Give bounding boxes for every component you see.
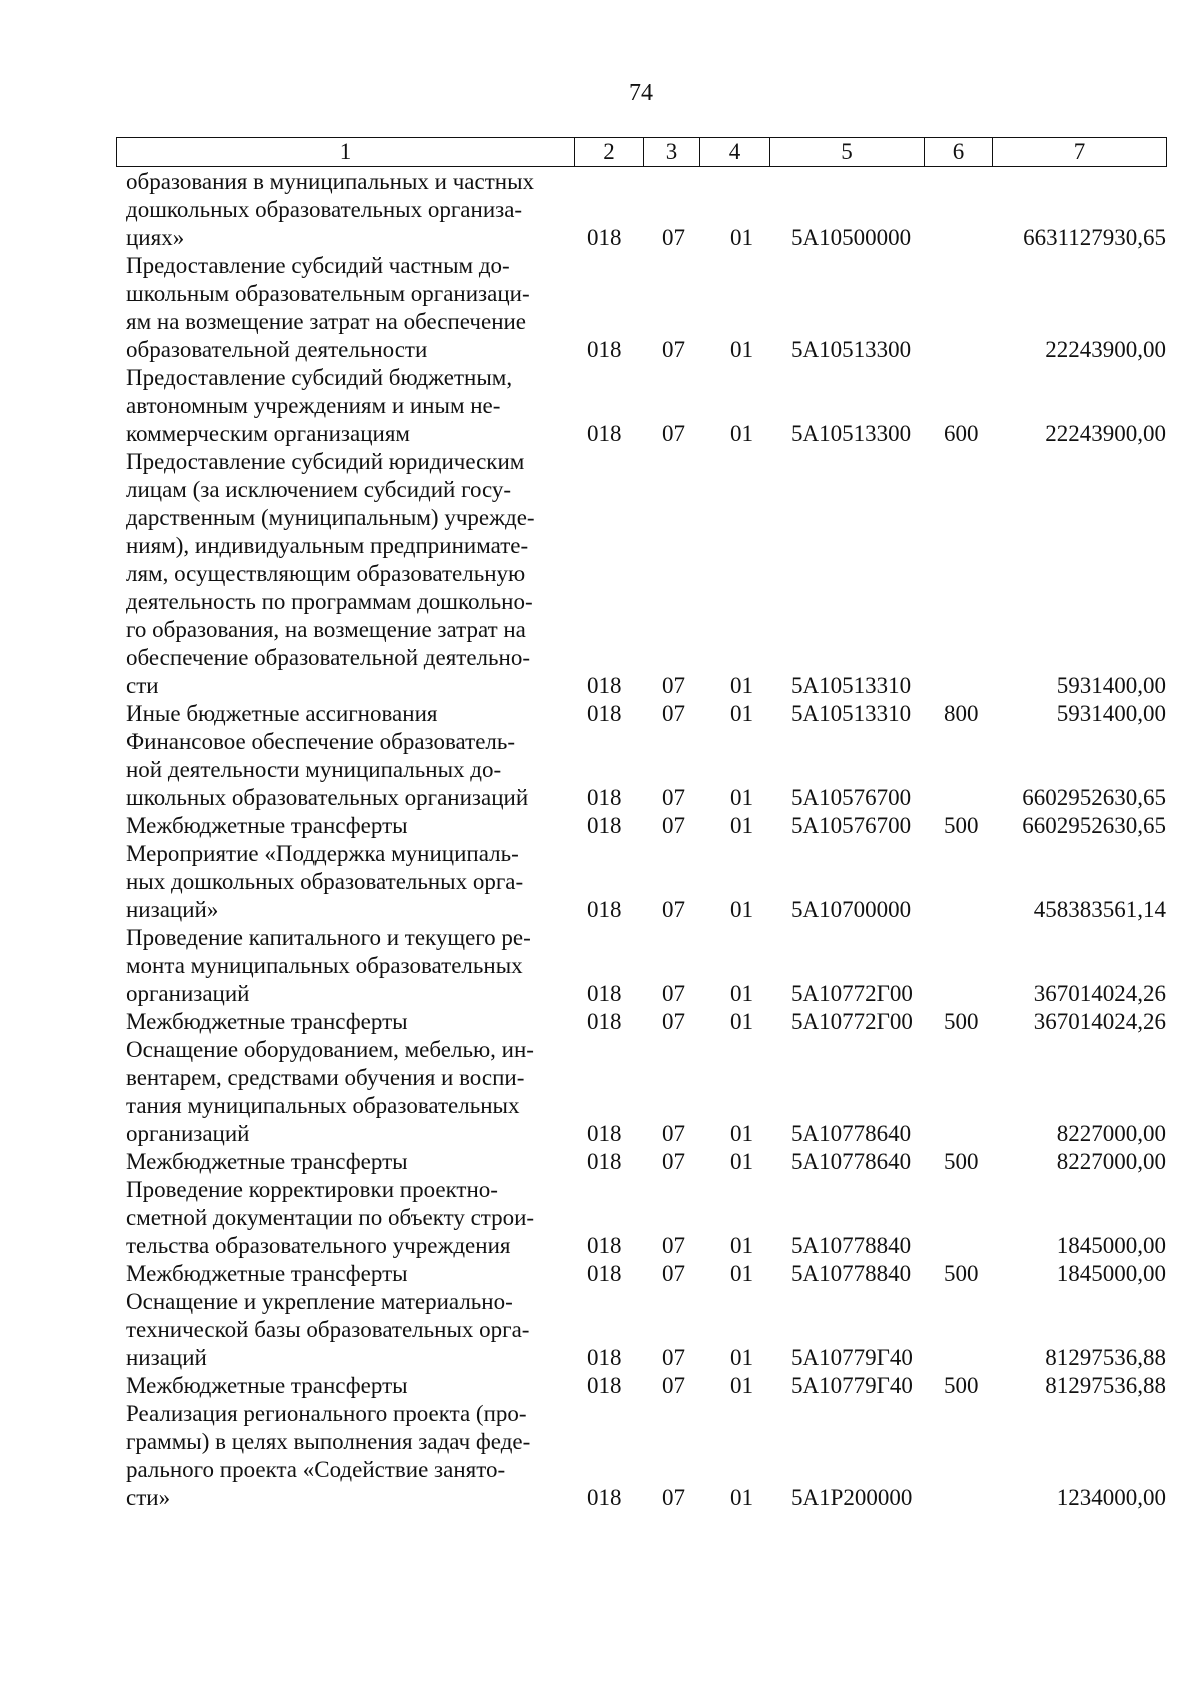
row-amount: 367014024,26 — [1033, 981, 1166, 1006]
row-amount: 5931400,00 — [1056, 701, 1166, 726]
row-description: Проведение капитального и текущего ре- монта муниципальных образовательных организаций — [126, 925, 531, 1006]
row-description: Межбюджетные трансферты — [126, 1261, 408, 1286]
row-department-code: 018 — [587, 1233, 622, 1258]
row-target-article-code: 5А10700000 — [791, 897, 912, 922]
row-department-code: 018 — [587, 981, 622, 1006]
row-amount: 81297536,88 — [1045, 1345, 1166, 1370]
row-department-code: 018 — [587, 421, 622, 446]
row-subsection-code: 01 — [730, 1149, 753, 1174]
table-row — [126, 728, 1166, 812]
row-section-code: 07 — [662, 1009, 685, 1034]
row-department-code: 018 — [587, 337, 622, 362]
row-subsection-code: 01 — [730, 421, 753, 446]
table-row — [126, 1176, 1166, 1260]
row-subsection-code: 01 — [730, 337, 753, 362]
table-row — [126, 1008, 1166, 1036]
table-row — [126, 812, 1166, 840]
row-section-code: 07 — [662, 673, 685, 698]
row-subsection-code: 01 — [730, 1485, 753, 1510]
row-section-code: 07 — [662, 981, 685, 1006]
row-amount: 22243900,00 — [1045, 421, 1166, 446]
row-target-article-code: 5А10772Г00 — [791, 981, 913, 1006]
table-row — [126, 1288, 1166, 1372]
row-department-code: 018 — [587, 813, 622, 838]
row-department-code: 018 — [587, 1261, 622, 1286]
column-header-5: 5 — [770, 138, 925, 166]
row-department-code: 018 — [587, 785, 622, 810]
row-description: Реализация регионального проекта (про- граммы) в целях выполнения задач феде- рального проекта «Содействие занято- сти» — [126, 1401, 531, 1510]
row-section-code: 07 — [662, 1233, 685, 1258]
row-target-article-code: 5А10778640 — [791, 1149, 912, 1174]
row-section-code: 07 — [662, 421, 685, 446]
row-description: образования в муниципальных и частных дошкольных образовательных организа- циях» — [126, 169, 535, 250]
row-target-article-code: 5А10513310 — [791, 701, 912, 726]
row-amount: 22243900,00 — [1045, 337, 1166, 362]
table-row — [126, 1400, 1166, 1512]
table-row — [126, 1260, 1166, 1288]
table-row — [126, 252, 1166, 364]
row-description: Межбюджетные трансферты — [126, 813, 408, 838]
row-section-code: 07 — [662, 897, 685, 922]
row-section-code: 07 — [662, 1345, 685, 1370]
row-subsection-code: 01 — [730, 1345, 753, 1370]
row-target-article-code: 5А10500000 — [791, 225, 912, 250]
column-header-7: 7 — [1073, 139, 1086, 164]
row-target-article-code: 5А10576700 — [791, 785, 912, 810]
row-department-code: 018 — [587, 1345, 622, 1370]
row-target-article-code: 5А10778640 — [791, 1121, 912, 1146]
row-description: Мероприятие «Поддержка муниципаль- ных дошкольных образовательных орга- низаций» — [126, 841, 524, 922]
row-department-code: 018 — [587, 225, 622, 250]
row-department-code: 018 — [587, 673, 622, 698]
row-amount: 6602952630,65 — [1022, 785, 1166, 810]
row-target-article-code: 5А10513300 — [791, 337, 912, 362]
row-subsection-code: 01 — [730, 897, 753, 922]
row-subsection-code: 01 — [730, 785, 753, 810]
row-amount: 5931400,00 — [1056, 673, 1166, 698]
row-department-code: 018 — [587, 1009, 622, 1034]
row-amount: 6602952630,65 — [1022, 813, 1166, 838]
row-subsection-code: 01 — [730, 1009, 753, 1034]
row-subsection-code: 01 — [730, 813, 753, 838]
row-section-code: 07 — [662, 1373, 685, 1398]
row-subsection-code: 01 — [730, 701, 753, 726]
column-header-2: 2 — [575, 138, 644, 166]
row-subsection-code: 01 — [730, 1233, 753, 1258]
row-description: Межбюджетные трансферты — [126, 1373, 408, 1398]
row-subsection-code: 01 — [730, 225, 753, 250]
row-section-code: 07 — [662, 1121, 685, 1146]
row-amount: 8227000,00 — [1056, 1121, 1166, 1146]
row-expense-type-code: 500 — [944, 1009, 979, 1034]
row-expense-type-code: 500 — [944, 1149, 979, 1174]
row-subsection-code: 01 — [730, 1373, 753, 1398]
row-section-code: 07 — [662, 225, 685, 250]
row-section-code: 07 — [662, 785, 685, 810]
row-expense-type-code: 500 — [944, 1373, 979, 1398]
row-target-article-code: 5А1Р200000 — [791, 1485, 913, 1510]
table-row — [126, 448, 1166, 700]
row-description: Финансовое обеспечение образователь- ной деятельности муниципальных до- школьных образовательных организаций — [126, 729, 529, 810]
row-description: Проведение корректировки проектно- сметной документации по объекту строи- тельства образовательного учреждения — [126, 1177, 535, 1258]
row-expense-type-code: 500 — [944, 1261, 979, 1286]
row-amount: 8227000,00 — [1056, 1149, 1166, 1174]
row-amount: 367014024,26 — [1033, 1009, 1166, 1034]
budget-table-body — [126, 168, 1166, 1512]
table-row — [126, 168, 1166, 252]
row-department-code: 018 — [587, 1485, 622, 1510]
row-description: Предоставление субсидий юридическим лицам (за исключением субсидий госу- дарственным (муниципальным) учрежде- ниям), индивидуальным предпринимате- лям, осуществляющим образовательную деятельность по программам дошкольно- го образования, на возмещение затрат на обеспечение образовательной деятельно- сти — [126, 449, 535, 698]
row-section-code: 07 — [662, 813, 685, 838]
row-amount: 458383561,14 — [1033, 897, 1166, 922]
column-header-6: 6 — [925, 138, 993, 166]
table-row — [126, 700, 1166, 728]
table-row — [126, 1036, 1166, 1148]
row-target-article-code: 5А10513310 — [791, 673, 912, 698]
row-amount: 6631127930,65 — [1023, 225, 1166, 250]
row-amount: 1845000,00 — [1056, 1261, 1166, 1286]
row-amount: 1845000,00 — [1056, 1233, 1166, 1258]
table-row — [126, 924, 1166, 1008]
row-subsection-code: 01 — [730, 981, 753, 1006]
row-description: Межбюджетные трансферты — [126, 1149, 408, 1174]
row-subsection-code: 01 — [730, 1261, 753, 1286]
column-header-3: 3 — [644, 138, 700, 166]
row-target-article-code: 5А10778840 — [791, 1233, 912, 1258]
row-section-code: 07 — [662, 701, 685, 726]
row-target-article-code: 5А10779Г40 — [791, 1345, 913, 1370]
row-target-article-code: 5А10779Г40 — [791, 1373, 913, 1398]
row-description: Межбюджетные трансферты — [126, 1009, 408, 1034]
row-department-code: 018 — [587, 1121, 622, 1146]
row-description: Оснащение и укрепление материально- технической базы образовательных орга- низаций — [126, 1289, 530, 1370]
row-department-code: 018 — [587, 897, 622, 922]
row-target-article-code: 5А10513300 — [791, 421, 912, 446]
row-subsection-code: 01 — [730, 673, 753, 698]
row-target-article-code: 5А10576700 — [791, 813, 912, 838]
table-row — [126, 1148, 1166, 1176]
row-description: Оснащение оборудованием, мебелью, ин- вентарем, средствами обучения и воспи- тания муниципальных образовательных организаций — [126, 1037, 534, 1146]
column-header-row — [116, 137, 1167, 167]
row-section-code: 07 — [662, 1261, 685, 1286]
row-section-code: 07 — [662, 1485, 685, 1510]
row-subsection-code: 01 — [730, 1121, 753, 1146]
table-row — [126, 1372, 1166, 1400]
row-description: Предоставление субсидий бюджетным, автономным учреждениям и иным не- коммерческим организациям — [126, 365, 513, 446]
row-expense-type-code: 600 — [944, 421, 979, 446]
row-amount: 1234000,00 — [1056, 1485, 1166, 1510]
table-row — [126, 840, 1166, 924]
row-expense-type-code: 500 — [944, 813, 979, 838]
row-section-code: 07 — [662, 1149, 685, 1174]
page-number: 74 — [629, 80, 653, 106]
row-target-article-code: 5А10772Г00 — [791, 1009, 913, 1034]
column-header-4: 4 — [700, 138, 770, 166]
row-department-code: 018 — [587, 701, 622, 726]
row-department-code: 018 — [587, 1149, 622, 1174]
row-section-code: 07 — [662, 337, 685, 362]
row-description: Предоставление субсидий частным до- школьным образовательным организаци- ям на возмещение затрат на обеспечение образовательной деятельности — [126, 253, 530, 362]
table-row — [126, 364, 1166, 448]
row-description: Иные бюджетные ассигнования — [126, 701, 438, 726]
row-expense-type-code: 800 — [944, 701, 979, 726]
row-department-code: 018 — [587, 1373, 622, 1398]
column-header-1: 1 — [117, 138, 575, 166]
row-target-article-code: 5А10778840 — [791, 1261, 912, 1286]
row-amount: 81297536,88 — [1045, 1373, 1166, 1398]
